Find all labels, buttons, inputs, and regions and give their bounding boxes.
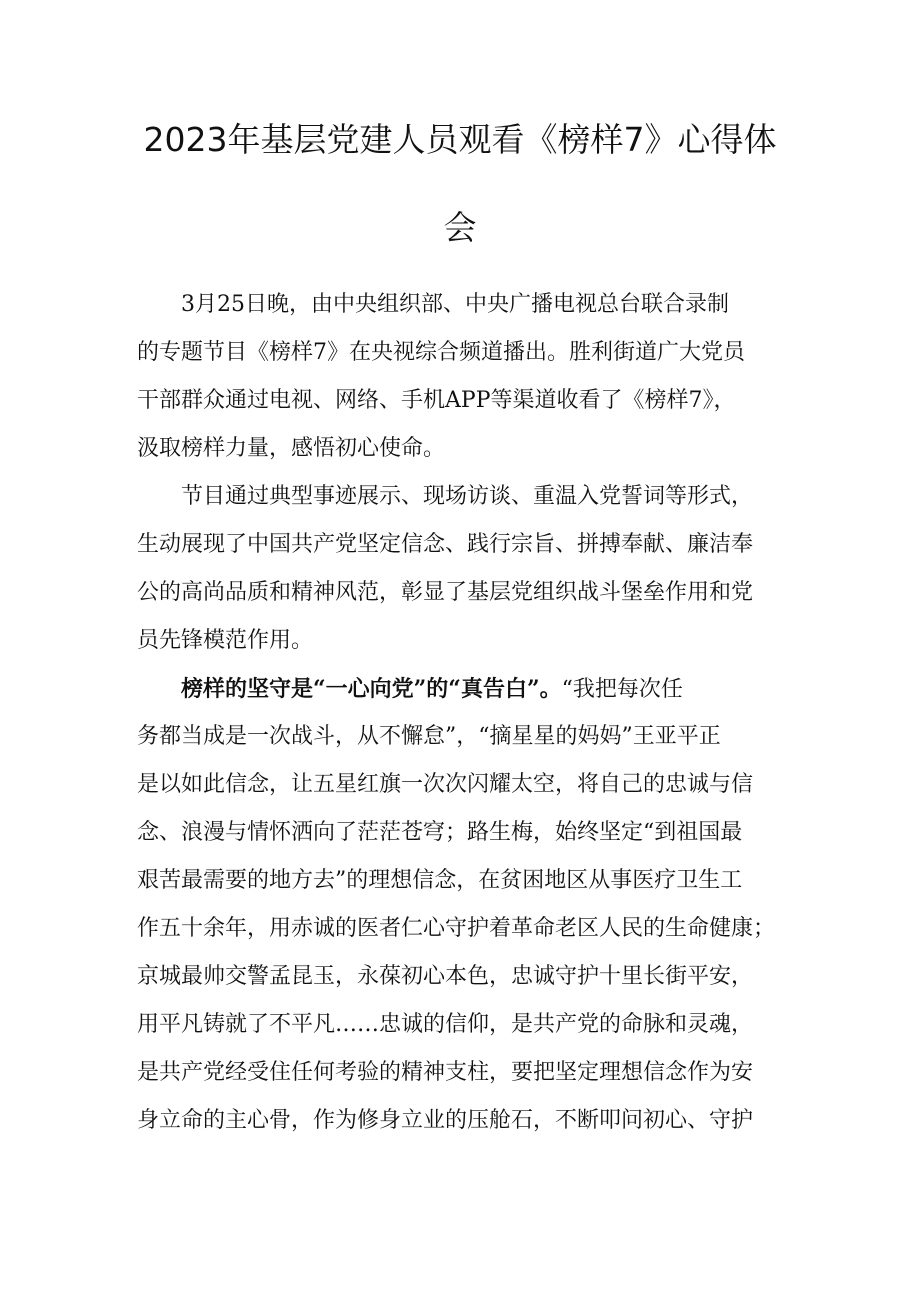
document-title-line-2: 会 xyxy=(443,208,477,247)
paragraph-3-line-9: 是共产党经受住任何考验的精神支柱，要把坚定理想信念作为安 xyxy=(137,1060,754,1085)
paragraph-3-line-10: 身立命的主心骨，作为修身立业的压舱石，不断叩问初心、守护 xyxy=(137,1108,754,1133)
paragraph-2-line-4: 员先锋模范作用。 xyxy=(137,628,314,653)
paragraph-1-line-4: 汲取榜样力量，感悟初心使命。 xyxy=(137,436,446,461)
paragraph-3-line-1 xyxy=(181,673,683,706)
paragraph-3-line-4: 念、浪漫与情怀洒向了茫茫苍穹；路生梅，始终坚定“到祖国最 xyxy=(137,820,743,845)
paragraph-3-lead: 榜样的坚守是“一心向党”的“真告白”。 xyxy=(181,676,562,702)
paragraph-3-line-7: 京城最帅交警孟昆玉，永葆初心本色，忠诚守护十里长街平安， xyxy=(137,964,754,989)
paragraph-3-line-6: 作五十余年，用赤诚的医者仁心守护着革命老区人民的生命健康； xyxy=(137,916,776,941)
paragraph-1-line-3: 干部群众通过电视、网络、手机APP等渠道收看了《榜样7》， xyxy=(137,388,736,413)
paragraph-1-line-2: 的专题节目《榜样7》在央视综合频道播出。胜利街道广大党员 xyxy=(137,340,745,365)
paragraph-2-line-2: 生动展现了中国共产党坚定信念、践行宗旨、拼搏奉献、廉洁奉 xyxy=(137,532,754,557)
paragraph-3-line-5: 艰苦最需要的地方去”的理想信念，在贫困地区从事医疗卫生工 xyxy=(137,868,743,893)
document-title-line-1: 2023年基层党建人员观看《榜样7》心得体 xyxy=(143,120,777,159)
paragraph-3-line-3: 是以如此信念，让五星红旗一次次闪耀太空，将自己的忠诚与信 xyxy=(137,772,754,797)
paragraph-2-line-3: 公的高尚品质和精神风范，彰显了基层党组织战斗堡垒作用和党 xyxy=(137,580,754,605)
paragraph-3-line-8: 用平凡铸就了不平凡……忠诚的信仰，是共产党的命脉和灵魂， xyxy=(137,1012,754,1037)
paragraph-1-line-1: 3月25日晚，由中央组织部、中央广播电视总台联合录制 xyxy=(181,292,729,317)
paragraph-2-line-1: 节目通过典型事迹展示、现场访谈、重温入党誓词等形式， xyxy=(181,484,754,509)
paragraph-3-line-2: 务都当成是一次战斗，从不懈怠”，“摘星星的妈妈”王亚平正 xyxy=(137,724,721,749)
paragraph-3-first-rest: “我把每次任 xyxy=(561,677,683,702)
